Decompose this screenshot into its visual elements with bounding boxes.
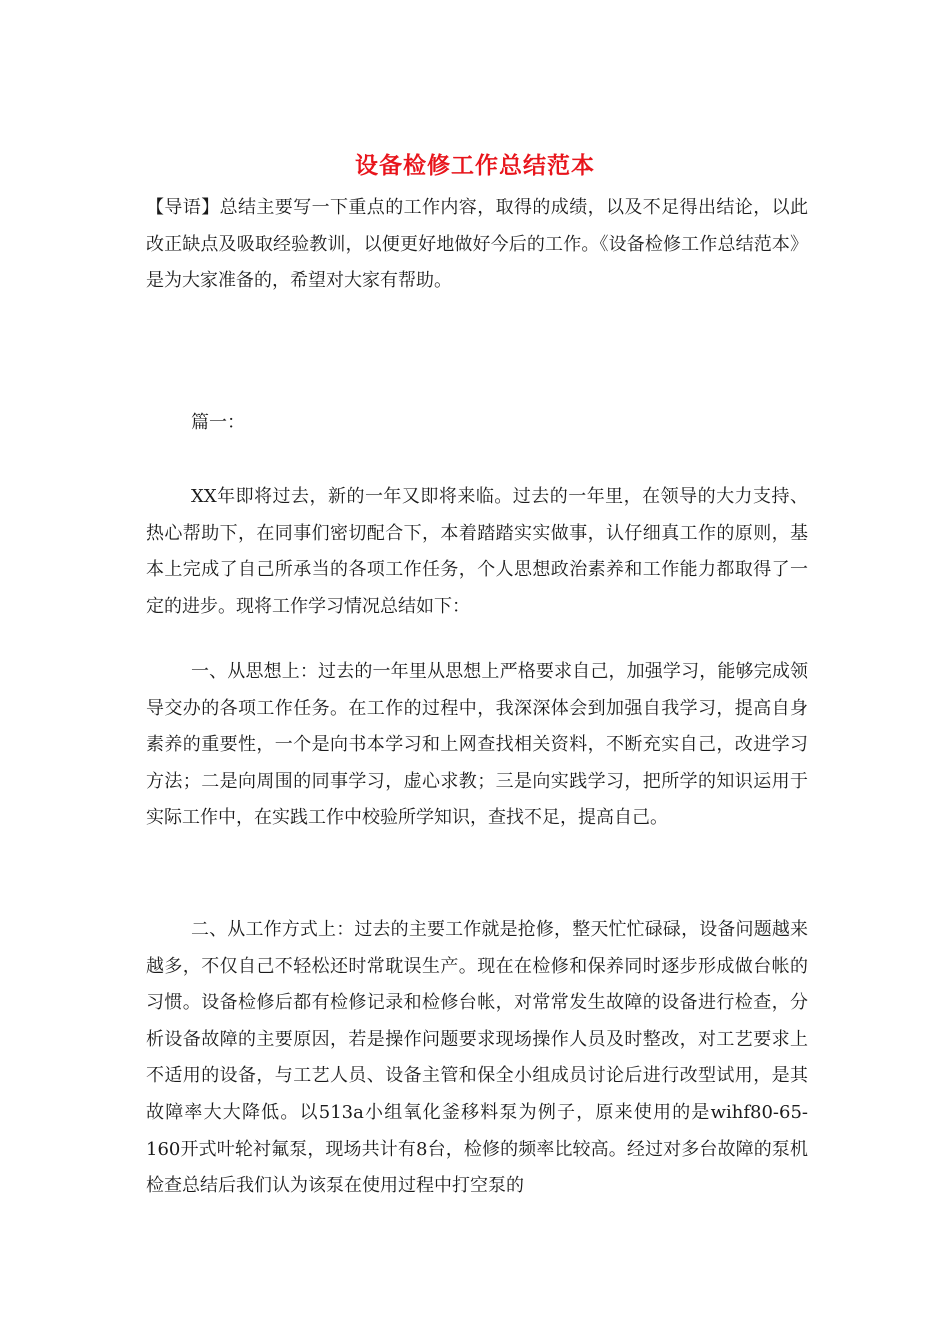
body-paragraph-1: XX年即将过去，新的一年又即将来临。过去的一年里，在领导的大力支持、热心帮助下，在同事们密切配合下，本着踏踏实实做事，认仔细真工作的原则，基本上完成了自己所承当的各项工作任务，个人思想政治素养和工作能力都取得了一定的进步。现将工作学习情况总结如下： xyxy=(146,486,808,617)
document-title: 设备检修工作总结范本 xyxy=(355,152,595,179)
section-label: 篇一： xyxy=(191,412,245,433)
body-paragraph-3: 二、从工作方式上：过去的主要工作就是抢修，整天忙忙碌碌，设备问题越来越多，不仅自己不轻松还时常耽误生产。现在在检修和保养同时逐步形成做台帐的习惯。设备检修后都有检修记录和检修台帐，对常常发生故障的设备进行检查，分析设备故障的主要原因，若是操作问题要求现场操作人员及时整改，对工艺要求上不适用的设备，与工艺人员、设备主管和保全小组成员讨论后进行改型试用，是其故障率大大降低。以513a小组氧化釜移料泵为例子，原来使用的是wihf80-65-160开式叶轮衬氟泵，现场共计有8台，检修的频率比较高。经过对多台故障的泵机检查总结后我们认为该泵在使用过程中打空泵的 xyxy=(146,919,808,1197)
body-paragraph-2: 一、从思想上：过去的一年里从思想上严格要求自己，加强学习，能够完成领导交办的各项工作任务。在工作的过程中，我深深体会到加强自我学习，提高自身素养的重要性，一个是向书本学习和上网查找相关资料，不断充实自己，改进学习方法；二是向周围的同事学习，虚心求教；三是向实践学习，把所学的知识运用于实际工作中，在实践工作中校验所学知识，查找不足，提高自己。 xyxy=(146,661,808,829)
intro-paragraph: 【导语】总结主要写一下重点的工作内容，取得的成绩，以及不足得出结论，以此改正缺点及吸取经验教训，以便更好地做好今后的工作。《设备检修工作总结范本》是为大家准备的，希望对大家有帮助。 xyxy=(146,197,808,292)
